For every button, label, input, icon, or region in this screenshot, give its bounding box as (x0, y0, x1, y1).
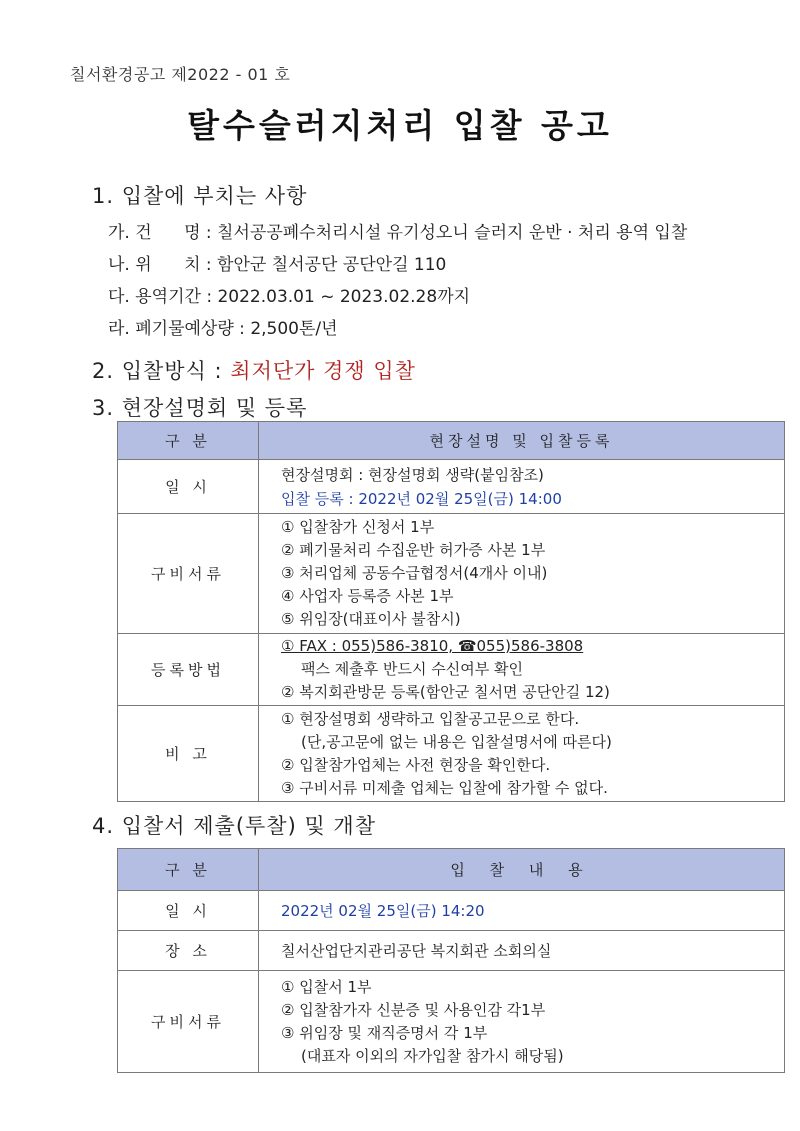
table-header: 구 분 (118, 422, 259, 460)
item-key: 가. 건 명 (108, 223, 201, 243)
row-line: 팩스 제출후 반드시 수신여부 확인 (301, 660, 523, 678)
fax-phone-line: ① FAX : 055)586-3810, ☎055)586-3808 (281, 637, 584, 655)
row-line: ② 입찰참가자 신분증 및 사용인감 각1부 (281, 1000, 546, 1019)
table-row (118, 460, 785, 514)
table-row (118, 706, 785, 802)
table-row (118, 634, 785, 706)
row-line: ⑤ 위임장(대표이사 불참시) (281, 610, 461, 628)
section1-item: 나. 위 치 : 함안군 칠서공단 공단안길 110 (108, 250, 446, 275)
table-header: 입 찰 내 용 (259, 849, 785, 891)
row-line: ④ 사업자 등록증 사본 1부 (281, 587, 454, 605)
section3-heading: 3. 현장설명회 및 등록 (92, 396, 308, 420)
bid-submission-table (117, 848, 785, 1073)
section1-item: 다. 용역기간 : 2022.03.01 ~ 2023.02.28까지 (108, 282, 470, 307)
section2-heading (92, 355, 416, 385)
row-label: 비 고 (118, 706, 259, 802)
row-line: 2022년 02월 25일(금) 14:20 (281, 901, 485, 920)
row-label: 등록방법 (118, 634, 259, 706)
section1-item: 가. 건 명 : 칠서공공폐수처리시설 유기성오니 슬러지 운반 · 처리 용역 입찰 (108, 218, 687, 243)
item-key: 다. 용역기간 (108, 287, 201, 307)
item-value: 2,500톤/년 (250, 319, 338, 339)
row-line: (대표자 이외의 자가입찰 참가시 해당됨) (301, 1046, 564, 1065)
item-value: 칠서공공폐수처리시설 유기성오니 슬러지 운반 · 처리 용역 입찰 (217, 223, 688, 243)
table-row (118, 971, 785, 1073)
row-content (259, 634, 785, 706)
row-line: (단,공고문에 없는 내용은 입찰설명서에 따른다) (301, 732, 612, 751)
row-content (259, 514, 785, 634)
row-label: 구비서류 (118, 514, 259, 634)
section1-heading: 1. 입찰에 부치는 사항 (92, 184, 308, 208)
registration-table (117, 421, 785, 802)
row-line: 칠서산업단지관리공단 복지회관 소회의실 (281, 941, 552, 960)
row-line: ② 입찰참가업체는 사전 현장을 확인한다. (281, 755, 551, 774)
section1-item: 라. 폐기물예상량 : 2,500톤/년 (108, 314, 338, 339)
row-content (259, 891, 785, 931)
item-key: 나. 위 치 (108, 255, 201, 275)
page-title: 탈수슬러지처리 입찰 공고 (187, 106, 613, 145)
table-row (118, 931, 785, 971)
row-label: 장 소 (118, 931, 259, 971)
section2-label: 2. 입찰방식 : (92, 359, 223, 383)
section4-heading: 4. 입찰서 제출(투찰) 및 개찰 (92, 814, 376, 838)
row-line: ① 입찰참가 신청서 1부 (281, 518, 435, 536)
row-line: 입찰 등록 : 2022년 02월 25일(금) 14:00 (281, 489, 562, 508)
row-label: 구비서류 (118, 971, 259, 1073)
row-label: 일 시 (118, 891, 259, 931)
table-row (118, 891, 785, 931)
bid-method: 최저단가 경쟁 입찰 (230, 359, 416, 383)
row-line: ③ 위임장 및 재직증명서 각 1부 (281, 1023, 488, 1042)
row-line: ② 폐기물처리 수집운반 허가증 사본 1부 (281, 541, 546, 559)
row-line: ③ 구비서류 미제출 업체는 입찰에 참가할 수 없다. (281, 778, 608, 797)
table-row (118, 514, 785, 634)
item-value: 함안군 칠서공단 공단안길 110 (217, 255, 447, 275)
notice-number: 칠서환경공고 제2022 - 01 호 (70, 65, 291, 84)
row-line: ③ 처리업체 공동수급협정서(4개사 이내) (281, 564, 548, 582)
row-content (259, 971, 785, 1073)
row-content (259, 706, 785, 802)
row-line: ① 입찰서 1부 (281, 977, 372, 996)
table-header: 현장설명 및 입찰등록 (259, 422, 785, 460)
table-header: 구 분 (118, 849, 259, 891)
row-content (259, 460, 785, 514)
row-content (259, 931, 785, 971)
item-key: 라. 폐기물예상량 (108, 319, 234, 339)
row-line: ② 복지회관방문 등록(함안군 칠서면 공단안길 12) (281, 683, 610, 701)
item-value: 2022.03.01 ~ 2023.02.28까지 (217, 287, 471, 307)
row-label: 일 시 (118, 460, 259, 514)
row-line: 현장설명회 : 현장설명회 생략(붙임참조) (281, 465, 544, 484)
row-line: ① 현장설명회 생략하고 입찰공고문으로 한다. (281, 709, 580, 728)
